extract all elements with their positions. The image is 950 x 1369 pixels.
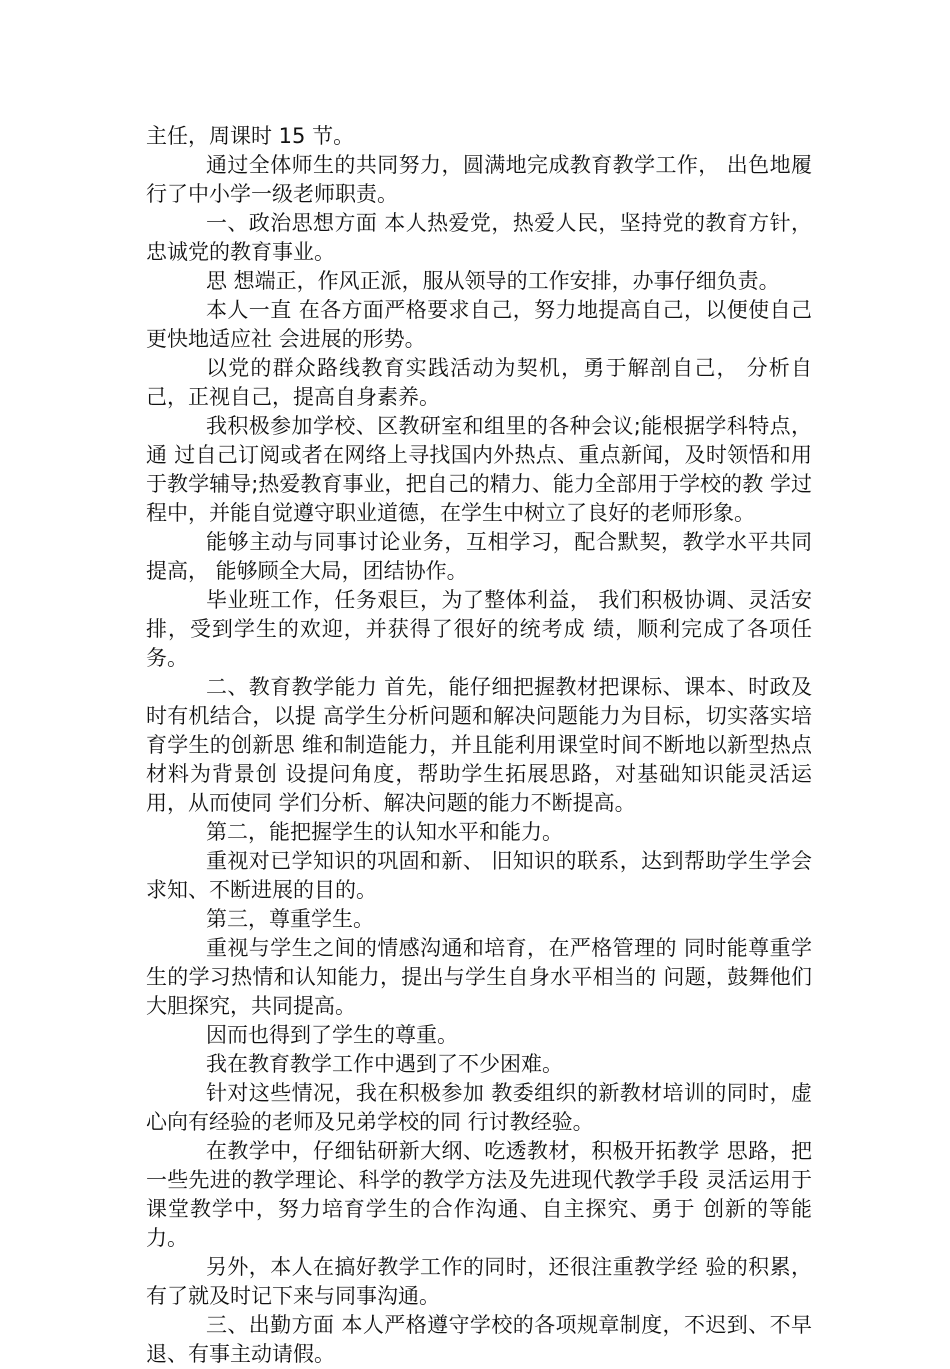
paragraph: 思 想端正，作风正派，服从领导的工作安排，办事仔细负责。 [206, 269, 780, 293]
paragraph: 我积极参加学校、区教研室和组里的各种会议;能根据学科特点，通 过自己订阅或者在网络上寻找国内外热点、重点新闻，及时领悟和用 于教学辅导;热爱教育事业，把自己的精力、能力全部用于学校的教 学过程中，并能自觉遵守职业道德，在学生中树立了良好的老师形象。 [146, 414, 812, 525]
paragraph: 通过全体师生的共同努力，圆满地完成教育教学工作， 出色地履行了中小学一级老师职责。 [146, 153, 812, 206]
paragraph: 以党的群众路线教育实践活动为契机，勇于解剖自己， 分析自己，正视自己，提高自身素养。 [146, 356, 812, 409]
paragraph: 重视对已学知识的巩固和新、 旧知识的联系，达到帮助学生学会求知、不断进展的目的。 [146, 849, 812, 902]
paragraph: 三、出勤方面 本人严格遵守学校的各项规章制度，不迟到、不早退、有事主动请假。 [146, 1313, 812, 1366]
paragraph: 本人一直 在各方面严格要求自己，努力地提高自己，以便使自己更快地适应社 会进展的形势。 [146, 298, 812, 351]
paragraph: 我在教育教学工作中遇到了不少困难。 [206, 1052, 563, 1076]
paragraph: 因而也得到了学生的尊重。 [206, 1023, 458, 1047]
paragraph: 毕业班工作，任务艰巨，为了整体利益， 我们积极协调、灵活安排，受到学生的欢迎，并获得了很好的统考成 绩，顺利完成了各项任务。 [146, 588, 812, 670]
paragraph: 一、政治思想方面 本人热爱党，热爱人民，坚持党的教育方针，忠诚党的教育事业。 [146, 211, 812, 264]
paragraph: 主任，周课时 15 节。 [146, 124, 355, 148]
document-body [146, 122, 812, 1369]
paragraph: 能够主动与同事讨论业务，互相学习，配合默契，教学水平共同提高， 能够顾全大局，团结协作。 [146, 530, 812, 583]
paragraph: 重视与学生之间的情感沟通和培育，在严格管理的 同时能尊重学生的学习热情和认知能力，提出与学生自身水平相当的 问题，鼓舞他们大胆探究，共同提高。 [146, 936, 812, 1018]
paragraph: 在教学中，仔细钻研新大纲、吃透教材，积极开拓教学 思路，把一些先进的教学理论、科学的教学方法及先进现代教学手段 灵活运用于课堂教学中，努力培育学生的合作沟通、自主探究、勇于 创新的等能力。 [146, 1139, 812, 1250]
paragraph: 第三，尊重学生。 [206, 907, 374, 931]
paragraph: 第二，能把握学生的认知水平和能力。 [206, 820, 563, 844]
paragraph: 针对这些情况，我在积极参加 教委组织的新教材培训的同时，虚心向有经验的老师及兄弟学校的同 行讨教经验。 [146, 1081, 812, 1134]
paragraph: 另外，本人在搞好教学工作的同时，还很注重教学经 验的积累，有了就及时记下来与同事沟通。 [146, 1255, 812, 1308]
paragraph: 二、教育教学能力 首先，能仔细把握教材把课标、课本、时政及时有机结合，以提 高学生分析问题和解决问题能力为目标，切实落实培育学生的创新思 维和制造能力，并且能利用课堂时间不断地以新型热点材料为背景创 设提问角度，帮助学生拓展思路，对基础知识能灵活运用，从而使同 学们分析、解决问题的能力不断提高。 [146, 675, 812, 815]
